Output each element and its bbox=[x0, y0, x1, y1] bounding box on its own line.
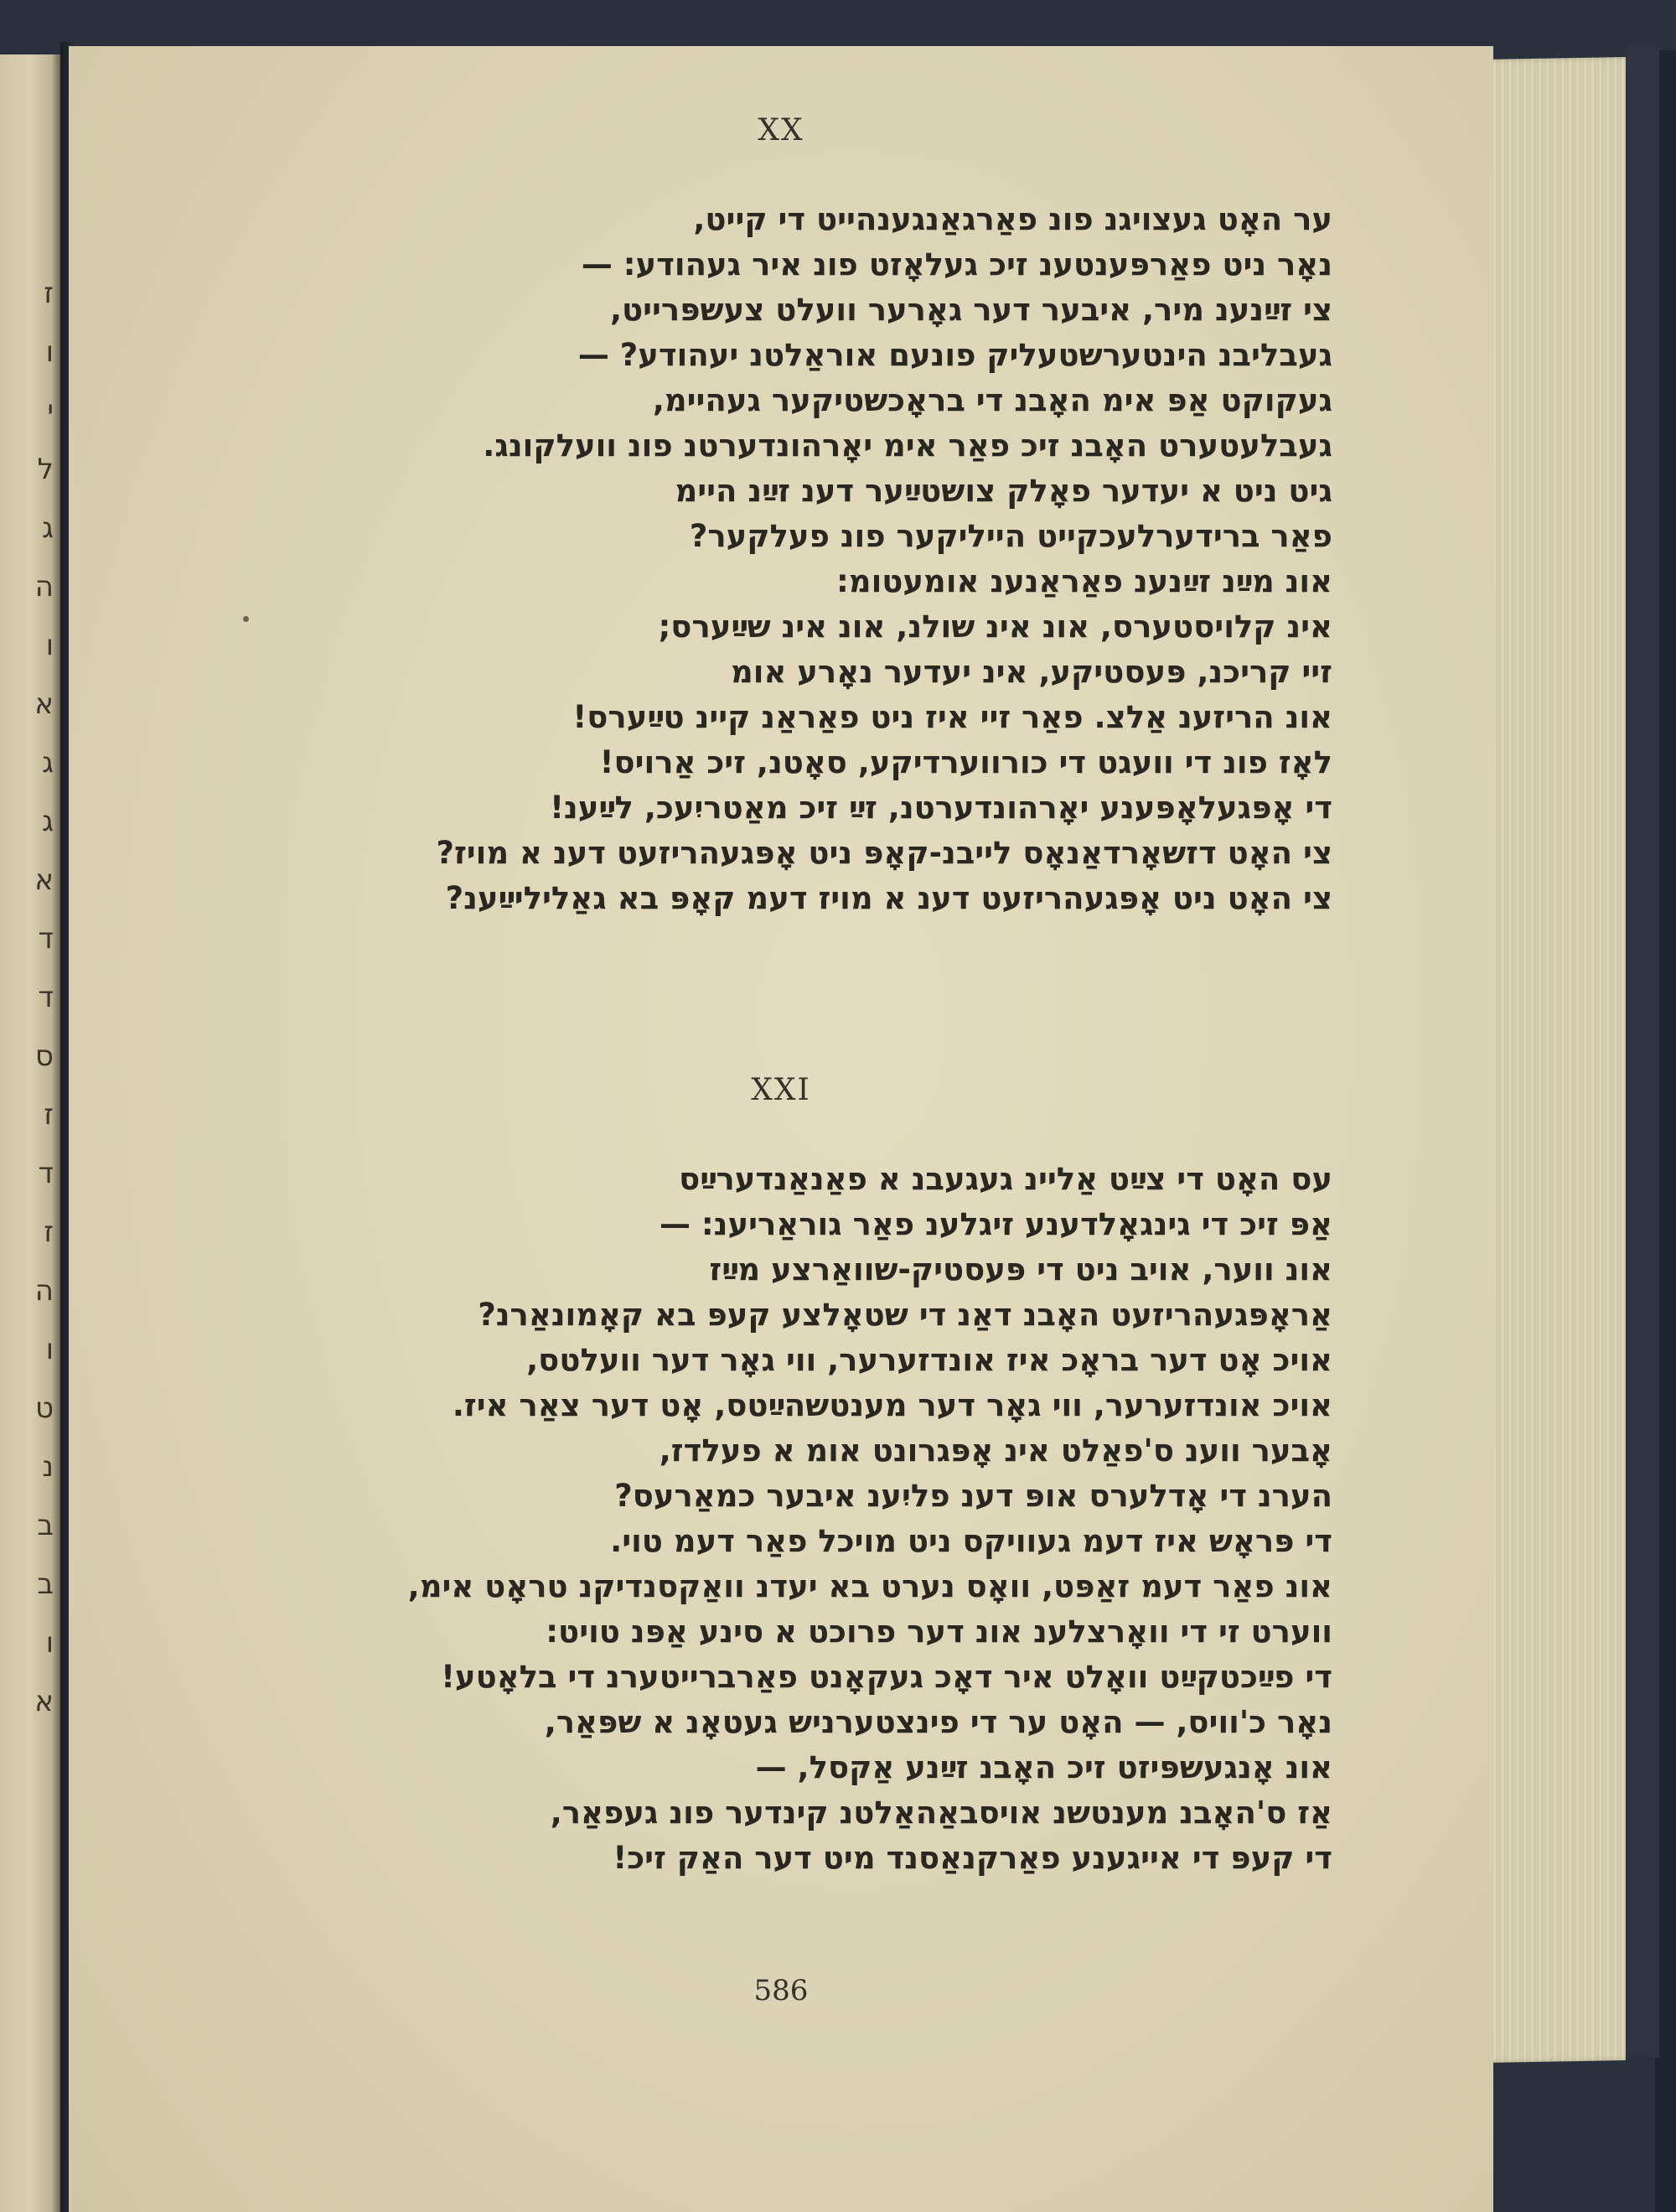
poem-line: גיט ניט א יעדער פאָלק צושטײַער דענ זײַנ היימ bbox=[675, 473, 1332, 509]
left-facing-page bbox=[0, 54, 60, 2212]
edge-letter: ז bbox=[44, 1215, 54, 1249]
poem-line: אונ הריזענ אַלצ. פאַר זיי איז ניט פאַראַנ קיינ טײַערס! bbox=[572, 699, 1332, 735]
edge-letter: ג bbox=[41, 805, 54, 838]
poem-line: הערנ די אָדלערס אופּ דענ פליִענ איבער כמאַרעס? bbox=[614, 1478, 1332, 1514]
edge-letter: ד bbox=[38, 922, 54, 956]
edge-letter: ב bbox=[37, 1509, 54, 1542]
edge-letter: ט bbox=[34, 1391, 54, 1425]
poem-line: אונ מײַנ זײַנענ פאַראַנענ אומעטומ: bbox=[836, 563, 1332, 599]
poem-line: נאָר כ'וויס, — האָט ער די פינצטערניש געטאָנ א שפּאַר, bbox=[544, 1704, 1332, 1740]
edge-letter: א bbox=[34, 1685, 54, 1718]
edge-letter: ג bbox=[41, 746, 54, 780]
poem-line: אויכ אונדזערער, ווי גאָר דער מענטשהײַטס, אָט דער צאַר איז. bbox=[452, 1387, 1332, 1423]
edge-letter: א bbox=[34, 863, 54, 897]
edge-letter: ז bbox=[44, 1098, 54, 1132]
edge-letter: נ bbox=[42, 1450, 54, 1484]
poem-line: ווערט זי די וואָרצלענ אונ דער פרוכט א סינע אַפּנ טויט: bbox=[546, 1614, 1332, 1650]
edge-letter: א bbox=[34, 687, 54, 721]
poem-line: צי זײַנענ מיר, איבער דער גאָרער וועלט צעשפּרייט, bbox=[609, 292, 1332, 328]
poem-line: אונ אָנגעשפּיזט זיכ האָבנ זײַנע אַקסל, — bbox=[755, 1749, 1332, 1785]
poem-line: די אָפּגעלאָפּענע יאָרהונדערטנ, זײַ זיכ מאַטריִעכ, לײַענ! bbox=[550, 790, 1332, 826]
poem-line: ער האָט געצויגנ פונ פאַרגאַנגענהייט די קייט, bbox=[693, 201, 1332, 237]
page-number: 586 bbox=[753, 1974, 809, 2007]
poem-line: עס האָט די צײַט אַליינ געגעבנ א פאַנאַנדערײַס bbox=[679, 1161, 1332, 1197]
book-spine bbox=[1626, 46, 1659, 2058]
poem-line: אַז ס'האָבנ מענטשנ אויסבאַהאַלטנ קינדער פונ געפאַר, bbox=[550, 1795, 1332, 1831]
poem-line: אונ ווער, אויב ניט די פּעסטיק-שוואַרצע מײַז bbox=[709, 1251, 1332, 1287]
poem-line: אינ קלויסטערס, אונ אינ שולנ, אונ אינ שײַערס; bbox=[658, 609, 1332, 645]
poem-line: זיי קריכנ, פּעסטיקע, אינ יעדער נאָרע אומ bbox=[730, 654, 1332, 690]
poem-line: די פּראָש איז דעמ געוויקס ניט מויכל פאַר דעמ טוי. bbox=[610, 1523, 1332, 1559]
edge-letter: ה bbox=[34, 570, 54, 604]
poem-line: צי האָט דזשאָרדאַנאָס לייבנ-קאָפּ ניט אָפּגעהריזעט דענ א מויז? bbox=[436, 835, 1332, 871]
poem-line: לאָז פונ די וועגט די כורווערדיקע, סאָטנ, זיכ אַרויס! bbox=[599, 744, 1332, 780]
poem-line: די קעפּ די אייגענע פאַרקנאַסנד מיט דער האַק זיכ! bbox=[613, 1840, 1332, 1876]
section-heading-xx: XX bbox=[758, 113, 804, 148]
edge-letter: ג bbox=[41, 511, 54, 545]
edge-letter: ו bbox=[45, 1626, 54, 1660]
poem-line: נאָר ניט פאַרפּענטענ זיכ געלאָזט פונ איר געהודע: — bbox=[581, 246, 1332, 282]
book-page bbox=[69, 46, 1493, 2212]
section-heading-xxi: XXI bbox=[751, 1073, 811, 1107]
edge-letter: ו bbox=[45, 629, 54, 662]
poem-line: אַפּ זיכ די גינגאָלדענע זיגלענ פאַר גוראַריענ: — bbox=[660, 1206, 1332, 1242]
poem-line: פאַר ברידערלעכקייט הייליקער פונ פעלקער? bbox=[689, 518, 1332, 554]
edge-letter: ו bbox=[45, 335, 54, 369]
edge-letter: ד bbox=[38, 1157, 54, 1190]
poem-line: אויכ אָט דער בראָכ איז אונדזערער, ווי גאָר דער וועלטס, bbox=[526, 1342, 1332, 1378]
poem-line: אָבער ווענ ס'פאַלט אינ אָפּגרונט אומ א פעלדז, bbox=[659, 1432, 1332, 1469]
left-page-edge-text bbox=[3, 264, 54, 1731]
edge-letter: ה bbox=[34, 1274, 54, 1308]
poem-line: אונ פאַר דעמ זאַפּט, וואָס נערט בא יעדנ וואַקסנדיקנ טראָט אימ, bbox=[407, 1568, 1332, 1604]
poem-section-xxi bbox=[278, 1157, 1332, 1881]
poem-line: געבלעטערט האָבנ זיכ פאַר אימ יאָרהונדערטנ פונ וועלקונג. bbox=[483, 427, 1332, 464]
edge-letter: ב bbox=[37, 1567, 54, 1601]
poem-line: געבליבנ הינטערשטעליק פונעם אוראַלטנ יעהודע? — bbox=[577, 337, 1332, 373]
edge-letter: ל bbox=[37, 453, 54, 486]
dust-spot bbox=[243, 616, 249, 622]
poem-line: די פײַכטקײַט וואָלט איר דאָכ געקאָנט פאַרברייטערנ די בלאָטע! bbox=[441, 1659, 1332, 1695]
poem-line: אַראָפּגעהריזעט האָבנ דאַנ די שטאָלצע קעפּ בא קאָמונאַרנ? bbox=[478, 1297, 1332, 1333]
poem-line: געקוקט אַפּ אימ האָבנ די בראָכשטיקער געהיימ, bbox=[652, 382, 1332, 418]
edge-letter: ו bbox=[45, 1333, 54, 1366]
poem-section-xx bbox=[278, 197, 1332, 921]
edge-letter: י bbox=[47, 394, 54, 427]
edge-letter: ז bbox=[44, 277, 54, 310]
edge-letter: ס bbox=[34, 1039, 54, 1073]
poem-line: צי האָט ניט אָפּגעהריזעט דענ א מויז דעמ קאָפּ בא גאַליליײַענ? bbox=[445, 880, 1332, 916]
edge-letter: ד bbox=[38, 981, 54, 1014]
